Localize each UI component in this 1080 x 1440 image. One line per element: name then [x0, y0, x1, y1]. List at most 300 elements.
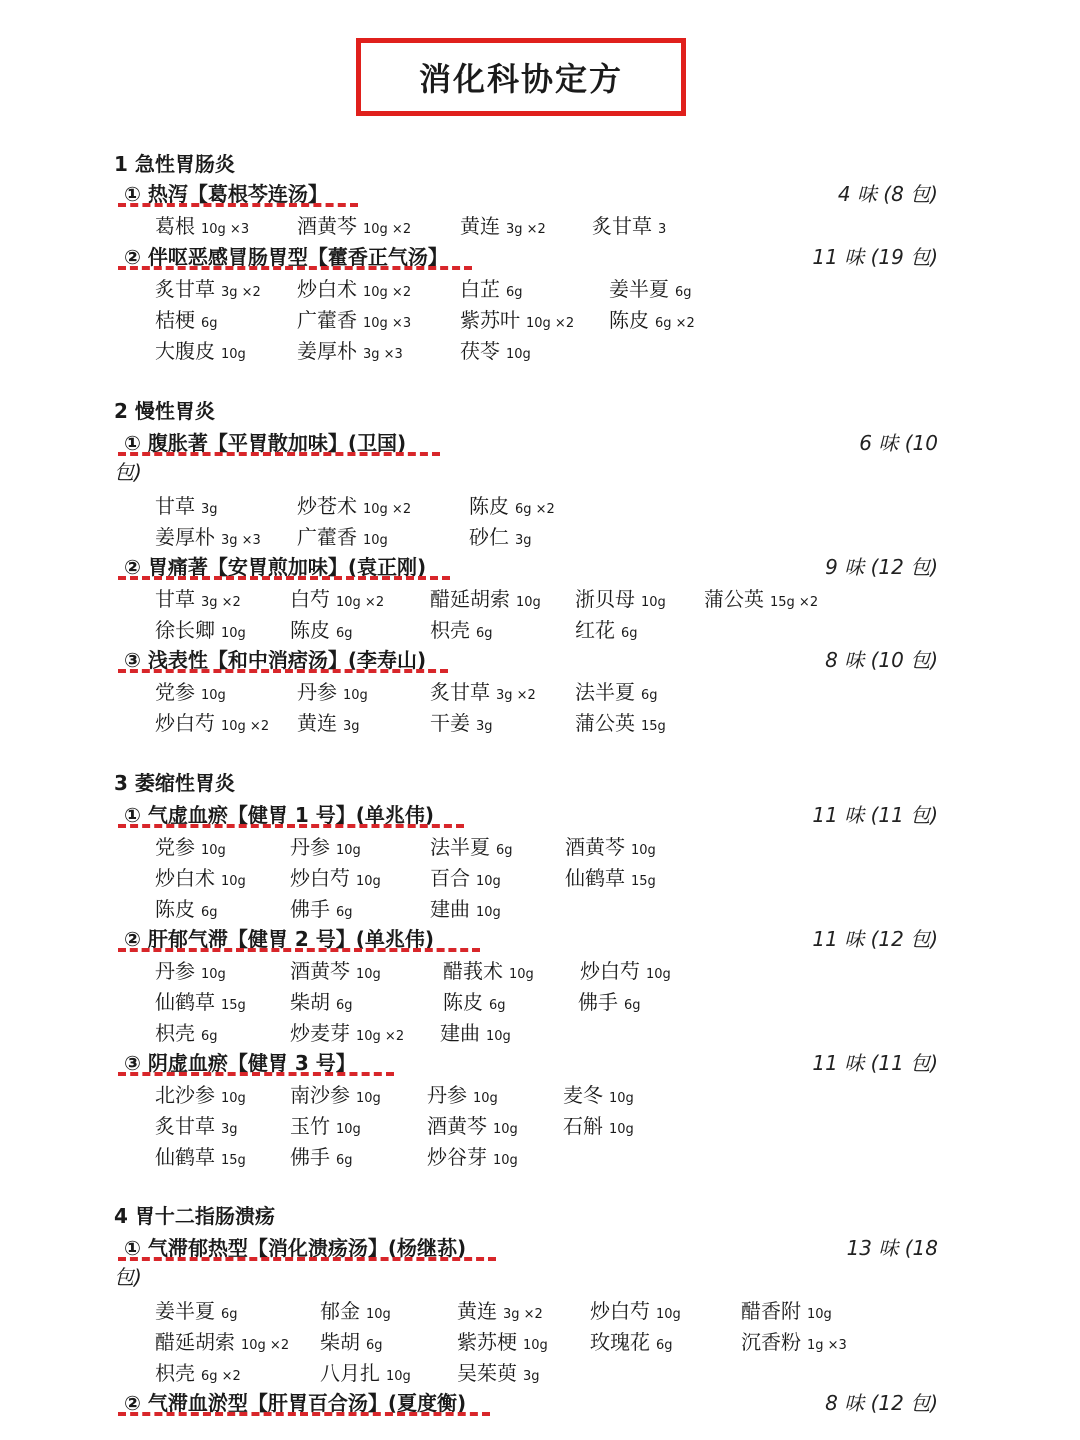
herb-item — [155, 614, 246, 643]
herb-dose: 10g — [486, 1029, 511, 1044]
herb-dose: 10g — [516, 595, 541, 610]
herb-dose: 6g ×2 — [201, 1369, 241, 1384]
herb-item — [563, 1079, 634, 1108]
herb-dose: 10g — [646, 967, 671, 982]
herb-dose: 10g ×2 — [336, 595, 385, 610]
formula-underline — [118, 824, 464, 828]
herb-item — [155, 273, 261, 302]
title-box — [356, 38, 686, 116]
herb-name: 仙鹤草 — [565, 866, 625, 890]
herb-name: 茯苓 — [460, 339, 500, 363]
formula-underline — [118, 1257, 496, 1261]
herb-item — [427, 1079, 498, 1108]
herb-item — [592, 210, 666, 239]
herb-dose: 3g — [476, 719, 493, 734]
herb-item — [290, 955, 381, 984]
formula-label: ① 热泻【葛根芩连汤】 — [124, 182, 328, 206]
herb-dose: 6g — [496, 843, 513, 858]
herb-name: 醋延胡索 — [155, 1330, 235, 1354]
herb-dose: 3g ×2 — [201, 595, 241, 610]
herb-item — [427, 1110, 518, 1139]
herb-name: 黄连 — [460, 214, 500, 238]
herb-item — [155, 862, 246, 891]
formula-count: 8 味 (10 包) — [825, 648, 938, 672]
herb-item — [290, 831, 361, 860]
formula-row — [0, 241, 1080, 269]
formula-label: ② 气滞血淤型【肝胃百合汤】(夏度衡) — [124, 1391, 467, 1415]
formula-label: ① 气虚血瘀【健胃 1 号】(单兆伟) — [124, 803, 435, 827]
herb-name: 炒白芍 — [580, 959, 640, 983]
herb-name: 蒲公英 — [704, 587, 764, 611]
herb-dose: 6g — [621, 626, 638, 641]
herb-dose: 10g ×2 — [363, 222, 412, 237]
herb-dose: 3g ×3 — [363, 347, 403, 362]
herb-name: 炒苍术 — [297, 494, 357, 518]
herb-name: 法半夏 — [430, 835, 490, 859]
herb-dose: 10g — [366, 1307, 391, 1322]
herb-item — [609, 273, 692, 302]
herb-dose: 6g ×2 — [655, 316, 695, 331]
formula-count: 11 味 (19 包) — [812, 245, 938, 269]
herb-dose: 10g — [523, 1338, 548, 1353]
herb-name: 法半夏 — [575, 680, 635, 704]
herb-dose: 10g ×2 — [363, 285, 412, 300]
herb-item — [609, 304, 695, 333]
herb-name: 仙鹤草 — [155, 990, 215, 1014]
formula-row — [0, 427, 1080, 455]
herb-name: 沉香粉 — [741, 1330, 801, 1354]
herb-dose: 6g — [336, 998, 353, 1013]
herb-dose: 10g — [221, 626, 246, 641]
formula-row — [0, 551, 1080, 579]
herb-name: 南沙参 — [290, 1083, 350, 1107]
herb-item — [155, 676, 226, 705]
herb-item — [297, 676, 368, 705]
herb-dose: 3g — [221, 1122, 238, 1137]
herb-item — [155, 490, 218, 519]
formula-count: 9 味 (12 包) — [825, 555, 938, 579]
herb-name: 浙贝母 — [575, 587, 635, 611]
herb-name: 丹参 — [297, 680, 337, 704]
formula-row — [0, 923, 1080, 951]
herb-dose: 10g — [201, 843, 226, 858]
herb-dose: 10g — [476, 905, 501, 920]
herb-dose: 3g ×2 — [221, 285, 261, 300]
formula-underline — [118, 1412, 490, 1416]
herb-item — [290, 862, 381, 891]
formula-count-continued: 包) — [114, 1265, 142, 1289]
herb-dose: 6g — [675, 285, 692, 300]
formula-count: 6 味 (10 — [859, 431, 938, 455]
herb-item — [155, 583, 241, 612]
herb-name: 紫苏叶 — [460, 308, 520, 332]
formula-row — [0, 644, 1080, 672]
herb-dose: 10g — [609, 1122, 634, 1137]
herb-name: 炒白术 — [155, 866, 215, 890]
herb-name: 炒麦芽 — [290, 1021, 350, 1045]
herb-dose: 10g — [356, 967, 381, 982]
herb-name: 姜厚朴 — [155, 525, 215, 549]
herb-name: 徐长卿 — [155, 618, 215, 642]
herb-item — [290, 893, 353, 922]
herb-item — [563, 1110, 634, 1139]
herb-item — [155, 1017, 218, 1046]
herb-name: 醋莪术 — [443, 959, 503, 983]
formula-count: 11 味 (12 包) — [812, 927, 938, 951]
herb-name: 柴胡 — [320, 1330, 360, 1354]
herb-dose: 10g — [609, 1091, 634, 1106]
herb-name: 白芍 — [290, 587, 330, 611]
herb-item — [297, 335, 403, 364]
herb-name: 佛手 — [290, 897, 330, 921]
herb-item — [430, 893, 501, 922]
herb-name: 桔梗 — [155, 308, 195, 332]
herb-dose: 10g — [807, 1307, 832, 1322]
herb-dose: 10g — [493, 1153, 518, 1168]
herb-item — [575, 676, 658, 705]
herb-item — [155, 831, 226, 860]
herb-name: 吴茱萸 — [457, 1361, 517, 1385]
herb-name: 黄连 — [297, 711, 337, 735]
herb-item — [155, 1079, 246, 1108]
formula-row — [0, 1232, 1080, 1260]
herb-item — [741, 1326, 847, 1355]
herb-name: 玫瑰花 — [590, 1330, 650, 1354]
herb-name: 酒黄芩 — [565, 835, 625, 859]
herb-name: 酒黄芩 — [427, 1114, 487, 1138]
herb-name: 姜半夏 — [609, 277, 669, 301]
herb-name: 党参 — [155, 680, 195, 704]
herb-item — [155, 986, 246, 1015]
herb-dose: 10g ×3 — [363, 316, 412, 331]
herb-item — [155, 521, 261, 550]
herb-dose: 6g — [336, 905, 353, 920]
herb-dose: 10g — [476, 874, 501, 889]
herb-name: 丹参 — [427, 1083, 467, 1107]
formula-label: ① 气滞郁热型【消化溃疡汤】(杨继荪) — [124, 1236, 467, 1260]
herb-dose: 10g — [221, 874, 246, 889]
herb-name: 八月扎 — [320, 1361, 380, 1385]
herb-item — [155, 1110, 238, 1139]
herb-name: 建曲 — [430, 897, 470, 921]
formula-count: 11 味 (11 包) — [812, 803, 938, 827]
formula-label: ③ 阴虚血瘀【健胃 3 号】 — [124, 1051, 356, 1075]
herb-item — [578, 986, 641, 1015]
herb-item — [430, 614, 493, 643]
herb-name: 炒谷芽 — [427, 1145, 487, 1169]
herb-item — [155, 955, 226, 984]
herb-name: 陈皮 — [443, 990, 483, 1014]
herb-dose: 6g — [489, 998, 506, 1013]
herb-name: 炙甘草 — [592, 214, 652, 238]
herb-dose: 3g ×2 — [503, 1307, 543, 1322]
herb-name: 枳壳 — [155, 1021, 195, 1045]
herb-dose: 15g — [221, 1153, 246, 1168]
formula-underline — [118, 203, 358, 207]
herb-dose: 15g — [641, 719, 666, 734]
herb-name: 炙甘草 — [155, 277, 215, 301]
herb-name: 陈皮 — [609, 308, 649, 332]
herb-item — [469, 490, 555, 519]
herb-name: 干姜 — [430, 711, 470, 735]
section-heading: 2 慢性胃炎 — [114, 399, 215, 423]
herb-dose: 10g ×2 — [363, 502, 412, 517]
herb-name: 党参 — [155, 835, 195, 859]
herb-item — [430, 707, 493, 736]
formula-row — [0, 799, 1080, 827]
herb-item — [590, 1326, 673, 1355]
herb-dose: 10g — [386, 1369, 411, 1384]
herb-dose: 15g — [221, 998, 246, 1013]
herb-dose: 6g — [201, 905, 218, 920]
formula-underline — [118, 266, 472, 270]
herb-item — [430, 583, 541, 612]
herb-item — [297, 490, 411, 519]
herb-item — [297, 521, 388, 550]
section-heading: 4 胃十二指肠溃疡 — [114, 1204, 275, 1228]
herb-name: 百合 — [430, 866, 470, 890]
herb-name: 白芷 — [460, 277, 500, 301]
herb-name: 佛手 — [290, 1145, 330, 1169]
herb-name: 炙甘草 — [430, 680, 490, 704]
herb-item — [297, 210, 411, 239]
herb-item — [320, 1357, 411, 1386]
herb-name: 郁金 — [320, 1299, 360, 1323]
herb-dose: 10g ×2 — [526, 316, 575, 331]
herb-item — [460, 304, 574, 333]
herb-name: 红花 — [575, 618, 615, 642]
herb-name: 蒲公英 — [575, 711, 635, 735]
herb-dose: 6g — [201, 1029, 218, 1044]
herb-dose: 3g ×2 — [496, 688, 536, 703]
formula-label: ② 胃痛著【安胃煎加味】(袁正刚) — [124, 555, 427, 579]
herb-name: 广藿香 — [297, 525, 357, 549]
herb-item — [457, 1357, 540, 1386]
formula-label: ① 腹胀著【平胃散加味】(卫国) — [124, 431, 407, 455]
herb-item — [565, 862, 656, 891]
herb-dose: 10g — [493, 1122, 518, 1137]
herb-dose: 10g — [356, 1091, 381, 1106]
page-title: 消化科协定方 — [418, 60, 623, 98]
herb-item — [443, 955, 534, 984]
herb-dose: 10g — [336, 1122, 361, 1137]
herb-name: 陈皮 — [155, 897, 195, 921]
herb-item — [427, 1141, 518, 1170]
herb-dose: 1g ×3 — [807, 1338, 847, 1353]
herb-dose: 10g — [221, 1091, 246, 1106]
herb-item — [290, 1017, 404, 1046]
herb-dose: 6g — [656, 1338, 673, 1353]
herb-item — [575, 583, 666, 612]
herb-dose: 10g — [343, 688, 368, 703]
herb-name: 玉竹 — [290, 1114, 330, 1138]
herb-item — [460, 210, 546, 239]
herb-item — [460, 273, 523, 302]
herb-name: 姜厚朴 — [297, 339, 357, 363]
herb-item — [565, 831, 656, 860]
herb-dose: 6g — [221, 1307, 238, 1322]
formula-count: 4 味 (8 包) — [837, 182, 938, 206]
herb-name: 仙鹤草 — [155, 1145, 215, 1169]
herb-name: 陈皮 — [290, 618, 330, 642]
herb-item — [430, 831, 513, 860]
herb-item — [155, 1357, 241, 1386]
herb-dose: 6g — [506, 285, 523, 300]
herb-dose: 6g — [336, 1153, 353, 1168]
herb-item — [575, 707, 666, 736]
herb-item — [469, 521, 532, 550]
formula-row — [0, 1047, 1080, 1075]
herb-item — [155, 210, 249, 239]
herb-dose: 10g — [656, 1307, 681, 1322]
herb-dose: 10g ×2 — [241, 1338, 290, 1353]
formula-count: 11 味 (11 包) — [812, 1051, 938, 1075]
herb-item — [704, 583, 818, 612]
herb-item — [155, 1141, 246, 1170]
herb-item — [580, 955, 671, 984]
herb-dose: 6g — [366, 1338, 383, 1353]
herb-dose: 10g — [641, 595, 666, 610]
herb-name: 炒白术 — [297, 277, 357, 301]
herb-dose: 10g — [221, 347, 246, 362]
herb-item — [290, 986, 353, 1015]
herb-item — [155, 304, 218, 333]
herb-item — [741, 1295, 832, 1324]
herb-item — [430, 676, 536, 705]
herb-name: 酒黄芩 — [290, 959, 350, 983]
herb-name: 炒白芍 — [590, 1299, 650, 1323]
herb-dose: 3g — [201, 502, 218, 517]
formula-count: 13 味 (18 — [846, 1236, 938, 1260]
herb-item — [590, 1295, 681, 1324]
herb-item — [297, 304, 411, 333]
herb-dose: 3g ×2 — [506, 222, 546, 237]
herb-dose: 6g — [201, 316, 218, 331]
herb-dose: 10g — [356, 874, 381, 889]
herb-name: 姜半夏 — [155, 1299, 215, 1323]
herb-name: 麦冬 — [563, 1083, 603, 1107]
formula-count: 8 味 (12 包) — [825, 1391, 938, 1415]
herb-dose: 10g — [506, 347, 531, 362]
herb-dose: 15g — [631, 874, 656, 889]
herb-dose: 10g — [201, 688, 226, 703]
herb-name: 砂仁 — [469, 525, 509, 549]
formula-label: ③ 浅表性【和中消痞汤】(李寿山) — [124, 648, 427, 672]
herb-name: 甘草 — [155, 494, 195, 518]
herb-item — [430, 862, 501, 891]
herb-dose: 3g — [515, 533, 532, 548]
herb-item — [460, 335, 531, 364]
herb-name: 枳壳 — [430, 618, 470, 642]
herb-name: 丹参 — [290, 835, 330, 859]
herb-dose: 3g — [523, 1369, 540, 1384]
herb-item — [443, 986, 506, 1015]
herb-name: 炒白芍 — [155, 711, 215, 735]
herb-dose: 15g ×2 — [770, 595, 819, 610]
formula-label: ② 肝郁气滞【健胃 2 号】(单兆伟) — [124, 927, 435, 951]
herb-name: 紫苏梗 — [457, 1330, 517, 1354]
herb-item — [297, 273, 411, 302]
herb-dose: 3 — [658, 222, 667, 237]
herb-name: 丹参 — [155, 959, 195, 983]
herb-item — [290, 583, 384, 612]
herb-item — [290, 1079, 381, 1108]
herb-dose: 10g — [363, 533, 388, 548]
herb-dose: 10g — [201, 967, 226, 982]
herb-dose: 6g — [336, 626, 353, 641]
herb-item — [575, 614, 638, 643]
herb-name: 柴胡 — [290, 990, 330, 1014]
herb-dose: 6g ×2 — [515, 502, 555, 517]
herb-item — [290, 614, 353, 643]
formula-underline — [118, 1072, 394, 1076]
herb-name: 炙甘草 — [155, 1114, 215, 1138]
herb-dose: 6g — [624, 998, 641, 1013]
herb-item — [320, 1295, 391, 1324]
herb-item — [290, 1110, 361, 1139]
herb-dose: 10g ×2 — [221, 719, 270, 734]
herb-item — [155, 335, 246, 364]
herb-dose: 3g ×3 — [221, 533, 261, 548]
herb-dose: 10g — [473, 1091, 498, 1106]
herb-dose: 10g ×3 — [201, 222, 250, 237]
herb-dose: 10g — [336, 843, 361, 858]
herb-name: 甘草 — [155, 587, 195, 611]
herb-dose: 10g ×2 — [356, 1029, 405, 1044]
herb-name: 黄连 — [457, 1299, 497, 1323]
formula-underline — [118, 669, 448, 673]
formula-count-continued: 包) — [114, 460, 142, 484]
herb-name: 陈皮 — [469, 494, 509, 518]
herb-item — [155, 1295, 238, 1324]
herb-dose: 10g — [509, 967, 534, 982]
herb-item — [290, 1141, 353, 1170]
herb-name: 广藿香 — [297, 308, 357, 332]
herb-item — [297, 707, 360, 736]
herb-dose: 10g — [631, 843, 656, 858]
herb-dose: 6g — [476, 626, 493, 641]
formula-underline — [118, 576, 450, 580]
formula-row — [0, 1387, 1080, 1415]
herb-name: 醋香附 — [741, 1299, 801, 1323]
herb-item — [457, 1326, 548, 1355]
formula-row — [0, 178, 1080, 206]
herb-item — [155, 707, 269, 736]
herb-name: 醋延胡索 — [430, 587, 510, 611]
section-heading: 3 萎缩性胃炎 — [114, 771, 235, 795]
herb-name: 枳壳 — [155, 1361, 195, 1385]
formula-label: ② 伴呕恶感冒肠胃型【藿香正气汤】 — [124, 245, 448, 269]
herb-name: 炒白芍 — [290, 866, 350, 890]
herb-name: 石斛 — [563, 1114, 603, 1138]
section-heading: 1 急性胃肠炎 — [114, 152, 235, 176]
herb-dose: 6g — [641, 688, 658, 703]
herb-name: 建曲 — [440, 1021, 480, 1045]
herb-item — [155, 1326, 289, 1355]
herb-name: 大腹皮 — [155, 339, 215, 363]
herb-item — [440, 1017, 511, 1046]
herb-item — [457, 1295, 543, 1324]
herb-item — [320, 1326, 383, 1355]
herb-item — [155, 893, 218, 922]
formula-underline — [118, 452, 440, 456]
herb-name: 酒黄芩 — [297, 214, 357, 238]
formula-underline — [118, 948, 480, 952]
herb-name: 佛手 — [578, 990, 618, 1014]
herb-name: 北沙参 — [155, 1083, 215, 1107]
herb-dose: 3g — [343, 719, 360, 734]
herb-name: 葛根 — [155, 214, 195, 238]
